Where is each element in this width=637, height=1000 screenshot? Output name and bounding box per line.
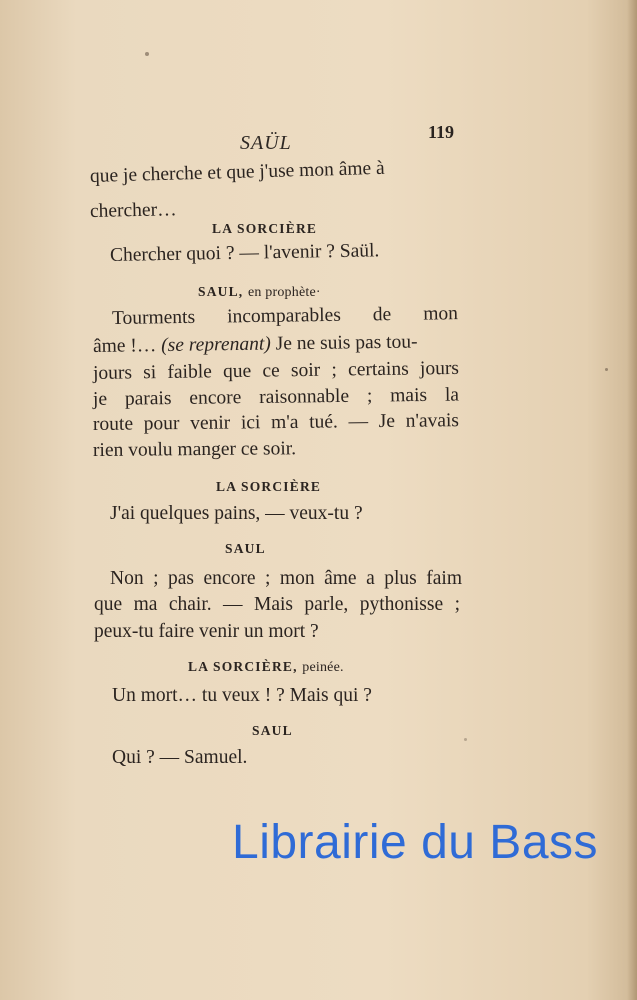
speaker-name: SAUL, bbox=[198, 284, 244, 299]
speaker-label: SAUL bbox=[252, 723, 293, 738]
page-edge-shadow bbox=[627, 0, 637, 1000]
page-number: 119 bbox=[428, 122, 455, 142]
paper-spot bbox=[464, 738, 467, 741]
text-line: peux-tu faire venir un mort ? bbox=[94, 621, 319, 642]
paper-spot bbox=[145, 52, 149, 56]
paper-spot bbox=[605, 368, 608, 371]
text-line: je parais encore raisonnable ; mais la bbox=[92, 384, 460, 410]
text-line: J'ai quelques pains, — veux-tu ? bbox=[110, 503, 363, 524]
text-line: chercher… bbox=[89, 199, 177, 222]
text-line: route pour venir ici m'a tué. — Je n'avais bbox=[92, 410, 460, 435]
text-line: Qui ? — Samuel. bbox=[112, 747, 248, 768]
speaker-label bbox=[188, 659, 344, 676]
text-line bbox=[93, 331, 418, 358]
text-fragment: âme !… bbox=[92, 335, 157, 357]
text-line: Un mort… tu veux ! ? Mais qui ? bbox=[112, 685, 372, 706]
watermark: Librairie du Bass bbox=[232, 816, 599, 869]
text-line: Tourments incomparables de mon bbox=[111, 303, 459, 329]
speaker-label bbox=[198, 284, 321, 301]
text-line: que je cherche et que j'use mon âme à bbox=[89, 157, 385, 187]
text-line: que ma chair. — Mais parle, pythonisse ; bbox=[94, 594, 460, 615]
text-line: jours si faible que ce soir ; certains jours bbox=[92, 357, 460, 384]
stage-direction: en prophète· bbox=[247, 285, 321, 300]
stage-direction: peinée. bbox=[302, 660, 344, 675]
stage-direction: (se reprenant) bbox=[161, 333, 271, 357]
text-line: Chercher quoi ? — l'avenir ? Saül. bbox=[109, 240, 380, 266]
text-line: rien voulu manger ce soir. bbox=[92, 438, 297, 461]
speaker-label: SAUL bbox=[225, 541, 266, 556]
speaker-label: LA SORCIÈRE bbox=[216, 479, 322, 494]
text-line: Non ; pas encore ; mon âme a plus faim bbox=[110, 568, 462, 589]
text-fragment: Je ne suis pas tou- bbox=[275, 331, 418, 355]
speaker-name: LA SORCIÈRE, bbox=[188, 659, 298, 674]
speaker-label: LA SORCIÈRE bbox=[212, 221, 318, 236]
running-title: SAÜL bbox=[240, 132, 292, 154]
